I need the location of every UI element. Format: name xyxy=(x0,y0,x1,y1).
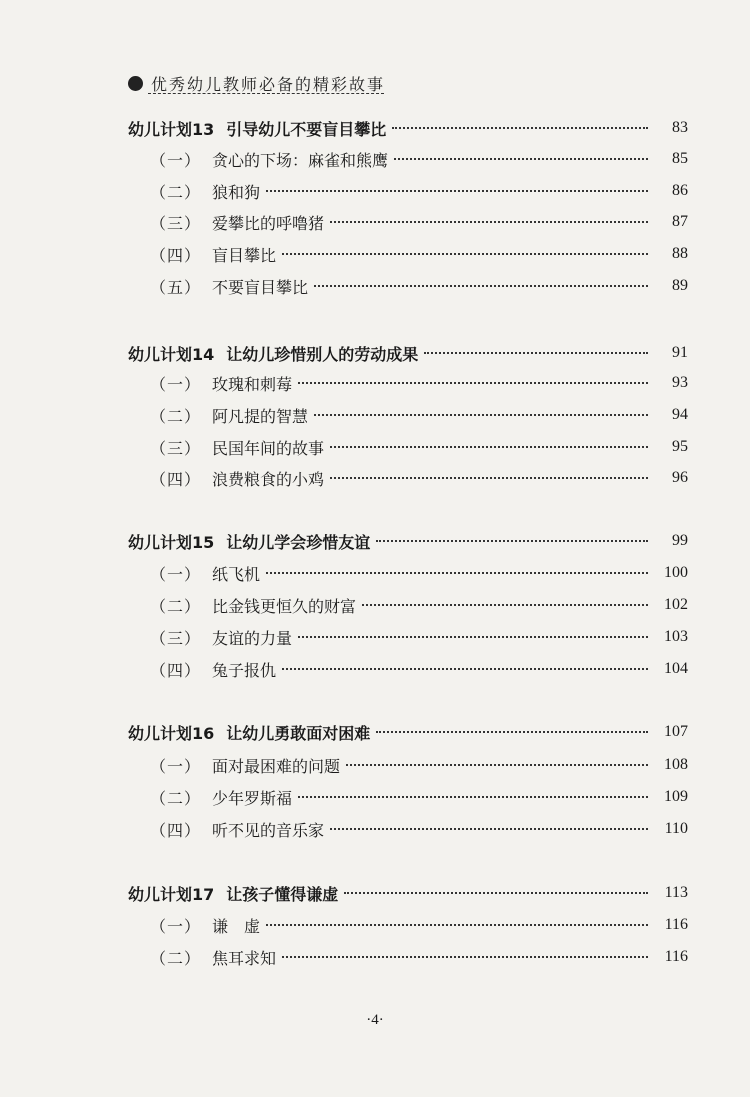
story-title: 焦耳求知 xyxy=(212,948,277,968)
toc-story-entry xyxy=(150,239,688,269)
page-ref: 99 xyxy=(672,532,688,549)
story-title: 听不见的音乐家 xyxy=(212,820,325,840)
page-ref: 113 xyxy=(664,884,688,901)
page-ref: 88 xyxy=(672,245,688,262)
toc-story-entry xyxy=(150,654,688,684)
book-title: 优秀幼儿教师必备的精彩故事 xyxy=(151,74,386,94)
toc-story-entry xyxy=(150,144,688,174)
plan-title: 引导幼儿不要盲目攀比 xyxy=(226,119,387,139)
plan-title: 让孩子懂得谦虚 xyxy=(226,884,339,904)
toc-story-entry xyxy=(150,910,688,940)
story-number: （二） xyxy=(150,182,202,202)
dot-leader xyxy=(346,764,648,766)
page-ref: 104 xyxy=(664,660,688,677)
story-number: （二） xyxy=(150,596,202,616)
toc-story-entry xyxy=(150,622,688,652)
page-ref: 116 xyxy=(664,916,688,933)
story-title: 玫瑰和刺莓 xyxy=(212,374,293,394)
story-number: （四） xyxy=(150,660,202,680)
toc-story-entry xyxy=(150,271,688,301)
plan-title: 让幼儿勇敢面对困难 xyxy=(226,723,371,743)
story-number: （三） xyxy=(150,438,202,458)
story-title: 少年罗斯福 xyxy=(212,788,293,808)
story-number: （二） xyxy=(150,788,202,808)
header-rule xyxy=(148,93,384,94)
toc-plan-entry xyxy=(128,878,688,908)
toc-story-entry xyxy=(150,942,688,972)
toc-story-entry xyxy=(150,432,688,462)
toc-story-entry xyxy=(150,400,688,430)
dot-leader xyxy=(314,285,648,287)
page-ref: 86 xyxy=(672,182,688,199)
page-ref: 110 xyxy=(664,820,688,837)
dot-leader xyxy=(298,636,648,638)
page-ref: 95 xyxy=(672,438,688,455)
dot-leader xyxy=(298,796,648,798)
plan-code: 幼儿计划16 xyxy=(128,723,215,743)
dot-leader xyxy=(376,540,648,542)
story-number: （二） xyxy=(150,406,202,426)
dot-leader xyxy=(362,604,648,606)
story-title: 比金钱更恒久的财富 xyxy=(212,596,357,616)
dot-leader xyxy=(314,414,648,416)
page-ref: 93 xyxy=(672,374,688,391)
toc-story-entry xyxy=(150,368,688,398)
page-ref: 89 xyxy=(672,277,688,294)
toc-plan-entry xyxy=(128,338,688,368)
dot-leader xyxy=(298,382,648,384)
story-number: （二） xyxy=(150,948,202,968)
page-ref: 108 xyxy=(664,756,688,773)
story-number: （三） xyxy=(150,213,202,233)
story-number: （四） xyxy=(150,245,202,265)
page-ref: 96 xyxy=(672,469,688,486)
dot-leader xyxy=(266,924,648,926)
dot-leader xyxy=(282,668,648,670)
page-number: ·4· xyxy=(366,1012,384,1028)
story-number: （一） xyxy=(150,916,202,936)
dot-leader xyxy=(330,221,648,223)
dot-leader xyxy=(376,731,648,733)
story-title: 兔子报仇 xyxy=(212,660,277,680)
story-title: 纸飞机 xyxy=(212,564,261,584)
page-ref: 87 xyxy=(672,213,688,230)
plan-code: 幼儿计划14 xyxy=(128,344,215,364)
dot-leader xyxy=(282,956,648,958)
story-number: （五） xyxy=(150,277,202,297)
dot-leader xyxy=(330,477,648,479)
plan-title: 让幼儿珍惜别人的劳动成果 xyxy=(226,344,419,364)
dot-leader xyxy=(394,158,648,160)
page-ref: 107 xyxy=(664,723,688,740)
toc-story-entry xyxy=(150,463,688,493)
story-number: （一） xyxy=(150,150,202,170)
story-number: （一） xyxy=(150,564,202,584)
toc-plan-entry xyxy=(128,526,688,556)
story-title: 狼和狗 xyxy=(212,182,261,202)
story-title: 贪心的下场：麻雀和熊鹰 xyxy=(212,150,389,170)
page-ref: 103 xyxy=(664,628,688,645)
story-title: 阿凡提的智慧 xyxy=(212,406,309,426)
bullet-icon xyxy=(128,76,143,91)
page-ref: 109 xyxy=(664,788,688,805)
story-title: 爱攀比的呼噜猪 xyxy=(212,213,325,233)
story-title: 谦 虚 xyxy=(212,916,261,936)
plan-title: 让幼儿学会珍惜友谊 xyxy=(226,532,371,552)
story-title: 盲目攀比 xyxy=(212,245,277,265)
page-ref: 94 xyxy=(672,406,688,423)
dot-leader xyxy=(330,446,648,448)
story-title: 民国年间的故事 xyxy=(212,438,325,458)
story-number: （三） xyxy=(150,628,202,648)
story-title: 浪费粮食的小鸡 xyxy=(212,469,325,489)
dot-leader xyxy=(344,892,648,894)
toc-plan-entry xyxy=(128,113,688,143)
plan-code: 幼儿计划17 xyxy=(128,884,215,904)
story-number: （一） xyxy=(150,374,202,394)
toc-story-entry xyxy=(150,558,688,588)
toc-story-entry xyxy=(150,176,688,206)
story-title: 面对最困难的问题 xyxy=(212,756,341,776)
page-ref: 85 xyxy=(672,150,688,167)
toc-story-entry xyxy=(150,814,688,844)
toc-story-entry xyxy=(150,750,688,780)
page-ref: 91 xyxy=(672,344,688,361)
dot-leader xyxy=(330,828,648,830)
toc-story-entry xyxy=(150,207,688,237)
story-number: （一） xyxy=(150,756,202,776)
plan-code: 幼儿计划15 xyxy=(128,532,215,552)
story-title: 友谊的力量 xyxy=(212,628,293,648)
toc-plan-entry xyxy=(128,717,688,747)
page-ref: 102 xyxy=(664,596,688,613)
dot-leader xyxy=(282,253,648,255)
page-ref: 116 xyxy=(664,948,688,965)
dot-leader xyxy=(392,127,648,129)
dot-leader xyxy=(424,352,648,354)
plan-code: 幼儿计划13 xyxy=(128,119,215,139)
dot-leader xyxy=(266,190,648,192)
story-number: （四） xyxy=(150,469,202,489)
story-title: 不要盲目攀比 xyxy=(212,277,309,297)
page-footer xyxy=(0,1012,750,1029)
page-ref: 100 xyxy=(664,564,688,581)
dot-leader xyxy=(266,572,648,574)
page-ref: 83 xyxy=(672,119,688,136)
story-number: （四） xyxy=(150,820,202,840)
toc-story-entry xyxy=(150,782,688,812)
toc-story-entry xyxy=(150,590,688,620)
